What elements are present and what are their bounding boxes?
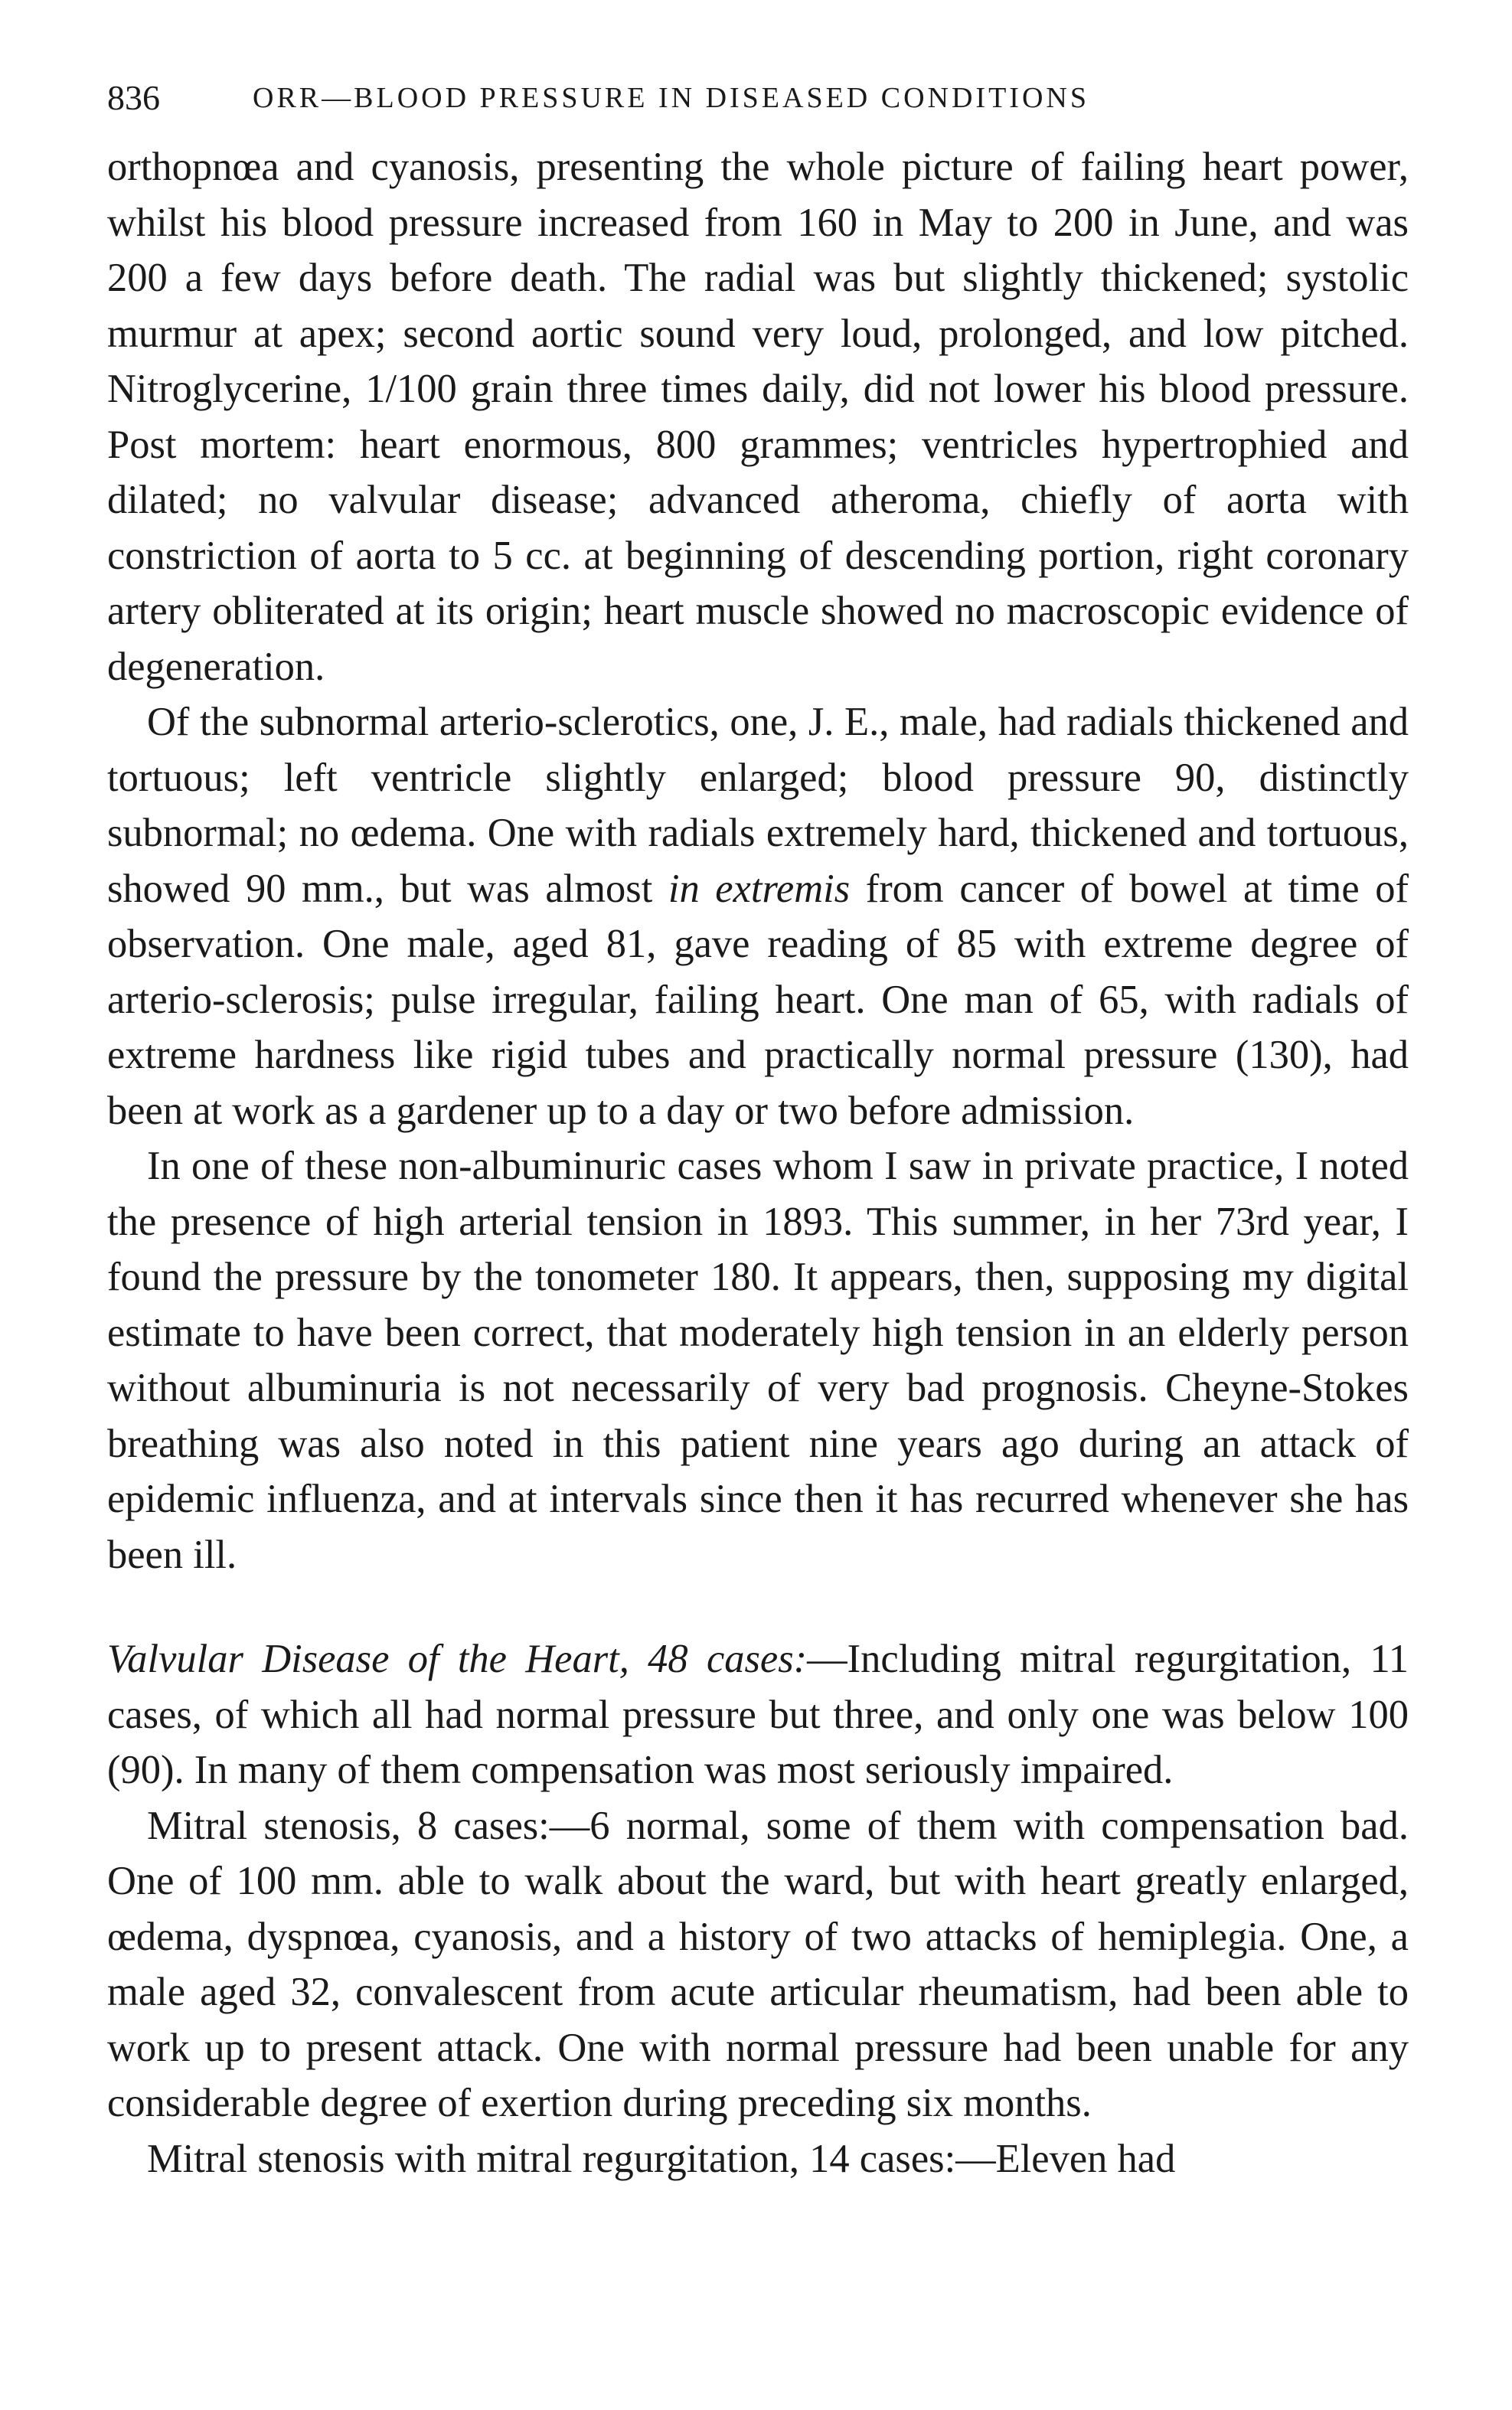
paragraph-text: Of the subnormal arterio-sclerotics, one, J. E., male, had radials thickened and tortuous; left ventricle slightly enlarged; blood pressure 90, distinctly subnormal; no œdema. One with radials extremely hard, thickened and tortuous, showed 90 mm., but was almost	[107, 700, 1409, 911]
running-head	[107, 73, 1409, 122]
paragraph-mitral-stenosis-regurgitation: Mitral stenosis with mitral regurgitation, 14 cases:—Eleven had	[147, 2136, 1176, 2181]
paragraph-private-practice-case: In one of these non-albuminuric cases whom I saw in private practice, I noted the presence of high arterial tension in 1893. This summer, in her 73rd year, I found the pressure by the tonometer 180. It appears, then, supposing my digital estimate to have been correct, that moderately high tension in an elderly person without albuminuria is not necessarily of very bad prognosis. Cheyne-Stokes breathing was also noted in this patient nine years ago during an attack of epidemic influenza, and at intervals since then it has recurred whenever she has been ill.	[107, 1144, 1409, 1577]
paragraph-text: —Including mitral regurgitation, 11 cases, of which all had normal pressure but three, and only one was below 100 (90). In many of them compensation was most seriously impaired.	[107, 1637, 1409, 1792]
paragraph-continuation: orthopnœa and cyanosis, presenting the whole picture of failing heart power, whilst his blood pressure increased from 160 in May to 200 in June, and was 200 a few days before death. The radial was but slightly thickened; systolic murmur at apex; second aortic sound very loud, prolonged, and low pitched. Nitroglycerine, 1/100 grain three times daily, did not lower his blood pressure. Post mortem: heart enormous, 800 grammes; ventricles hypertrophied and dilated; no valvular disease; advanced atheroma, chiefly of aorta with constriction of aorta to 5 cc. at beginning of descending portion, right coronary artery obliterated at its origin; heart muscle showed no macroscopic evidence of degeneration.	[107, 145, 1409, 689]
section-gap	[107, 1582, 1409, 1631]
document-page	[107, 73, 1409, 2363]
italic-phrase: in extremis	[668, 866, 851, 911]
running-title: ORR—BLOOD PRESSURE IN DISEASED CONDITIONS	[253, 82, 1089, 114]
paragraph-text: from cancer of bowel at time of observation. One male, aged 81, gave reading of 85 with extreme degree of arterio-sclerosis; pulse irregular, failing heart. One man of 65, with radials of extreme hardness like rigid tubes and practically normal pressure (130), had been at work as a gardener up to a day or two before admission.	[107, 866, 1409, 1133]
paragraph-subnormal-arterio-sclerotics	[107, 694, 1409, 1138]
paragraph-valvular-disease	[107, 1631, 1409, 1798]
section-heading: Valvular Disease of the Heart, 48 cases:	[107, 1637, 808, 1681]
page-number: 836	[107, 78, 160, 117]
paragraph-mitral-stenosis: Mitral stenosis, 8 cases:—6 normal, some of them with compensation bad. One of 100 mm. able to walk about the ward, but with heart greatly enlarged, œdema, dyspnœa, cyanosis, and a history of two attacks of hemiplegia. One, a male aged 32, convalescent from acute articular rheumatism, had been able to work up to present attack. One with normal pressure had been unable for any considerable degree of exertion during preceding six months.	[107, 1803, 1409, 2125]
